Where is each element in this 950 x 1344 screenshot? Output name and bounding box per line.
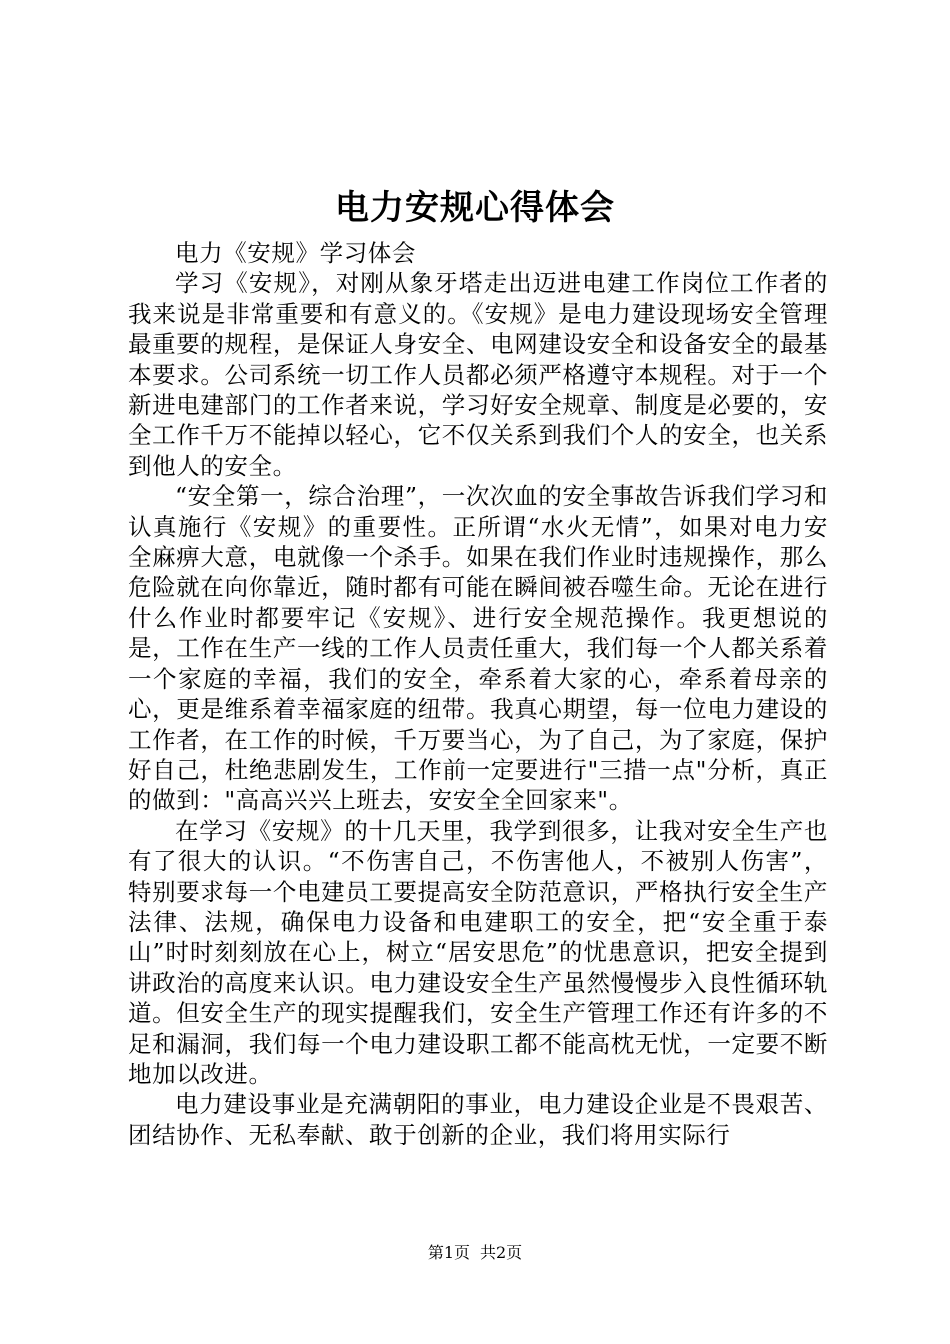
paragraph: 在学习《安规》的十几天里，我学到很多，让我对安全生产也有了很大的认识。“不伤害自己，不伤害他人，不被别人伤害”，特别要求每一个电建员工要提高安全防范意识，严格执行安全生产法律、法规，确保电力设备和电建职工的安全，把“安全重于泰山”时时刻刻放在心上，树立“居安思危”的忧患意识，把安全提到讲政治的高度来认识。电力建设安全生产虽然慢慢步入良性循环轨道。但安全生产的现实提醒我们，安全生产管理工作还有许多的不足和漏洞，我们每一个电力建设职工都不能高枕无忧，一定要不断地加以改进。 (128, 816, 828, 1088)
document-body (128, 238, 828, 1150)
document-title: 电力安规心得体会 (335, 188, 615, 228)
paragraph-subtitle: 电力《安规》学习体会 (175, 239, 416, 267)
paragraph: 电力建设事业是充满朝阳的事业，电力建设企业是不畏艰苦、团结协作、无私奉献、敢于创新的企业，我们将用实际行 (128, 1090, 828, 1149)
page-footer (0, 1242, 950, 1264)
paragraph: “安全第一，综合治理”，一次次血的安全事故告诉我们学习和认真施行《安规》的重要性。正所谓“水火无情”，如果对电力安全麻痹大意，电就像一个杀手。如果在我们作业时违规操作，那么危险就在向你靠近，随时都有可能在瞬间被吞噬生命。无论在进行什么作业时都要牢记《安规》、进行安全规范操作。我更想说的是，工作在生产一线的工作人员责任重大，我们每一个人都关系着一个家庭的幸福，我们的安全，牵系着大家的心，牵系着母亲的心，更是维系着幸福家庭的纽带。我真心期望，每一位电力建设的工作者，在工作的时候，千万要当心，为了自己，为了家庭，保护好自己，杜绝悲剧发生，工作前一定要进行"三措一点"分析，真正的做到："高高兴兴上班去，安安全全回家来"。 (128, 482, 828, 815)
page-total: 共2页 (480, 1243, 523, 1262)
paragraph: 学习《安规》，对刚从象牙塔走出迈进电建工作岗位工作者的我来说是非常重要和有意义的。《安规》是电力建设现场安全管理最重要的规程，是保证人身安全、电网建设安全和设备安全的最基本要求。公司系统一切工作人员都必须严格遵守本规程。对于一个新进电建部门的工作者来说，学习好安全规章、制度是必要的，安全工作千万不能掉以轻心，它不仅关系到我们个人的安全，也关系到他人的安全。 (128, 269, 828, 480)
page-number: 第1页 (427, 1243, 470, 1262)
